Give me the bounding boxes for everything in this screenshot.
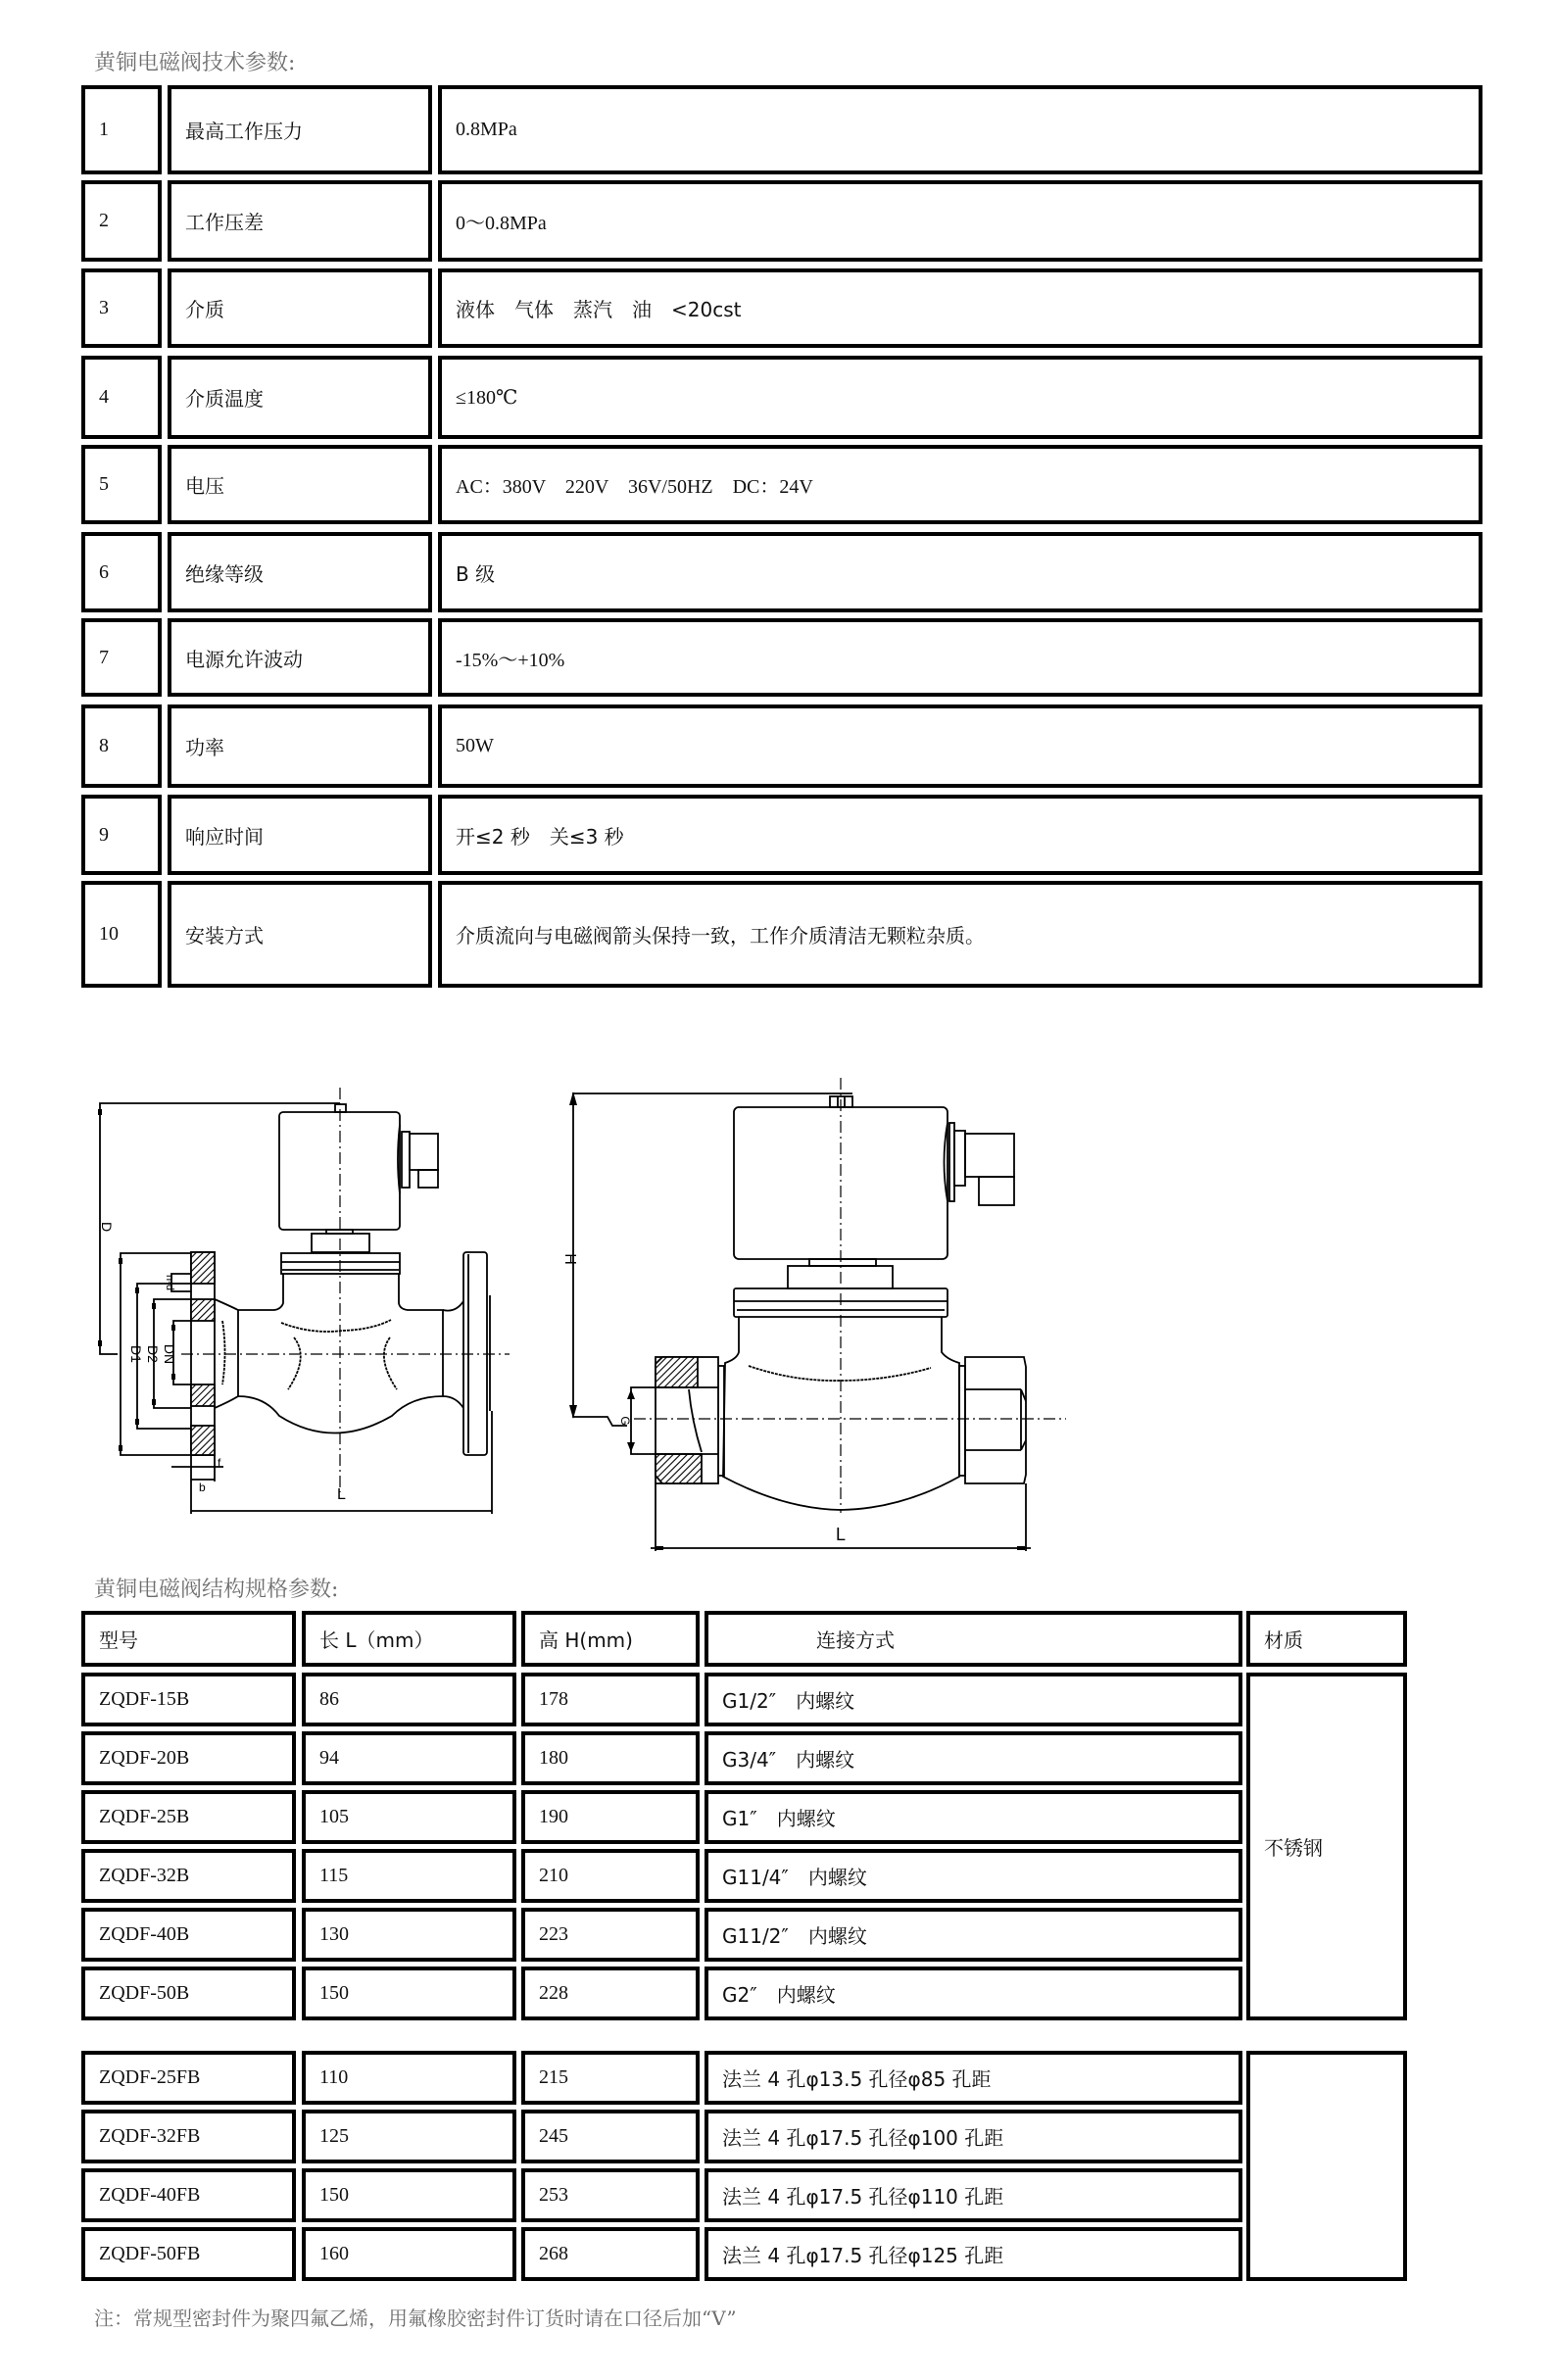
param-value: 0～0.8MPa (438, 180, 1482, 262)
param-name: 工作压差 (168, 180, 432, 262)
param-value: AC：380V 220V 36V/50HZ DC：24V (438, 445, 1482, 524)
flanged-length-cell: 150 (302, 2168, 516, 2222)
threaded-height-cell: 228 (521, 1967, 700, 2020)
footnote: 注：常规型密封件为聚四氟乙烯，用氟橡胶密封件订货时请在口径后加“V” (94, 2307, 737, 2330)
threaded-connection-cell: G2″ 内螺纹 (705, 1967, 1242, 2020)
param-name: 电压 (168, 445, 432, 524)
param-number: 3 (81, 268, 162, 348)
threaded-length-cell: 150 (302, 1967, 516, 2020)
threaded-length-cell: 94 (302, 1731, 516, 1785)
param-name: 响应时间 (168, 795, 432, 875)
param-value: ≤180℃ (438, 356, 1482, 439)
threaded-model-cell: ZQDF-15B (81, 1673, 296, 1726)
threaded-connection-cell: G1″ 内螺纹 (705, 1790, 1242, 1844)
flanged-label-l: L (337, 1486, 346, 1503)
flanged-material-cell (1246, 2051, 1407, 2281)
param-name: 安装方式 (168, 881, 432, 988)
flanged-label-d: D (99, 1221, 115, 1233)
flanged-height-cell: 215 (521, 2051, 700, 2105)
threaded-connection-cell: G3/4″ 内螺纹 (705, 1731, 1242, 1785)
flanged-label-f: f (218, 1456, 221, 1470)
param-value: 介质流向与电磁阀箭头保持一致，工作介质清洁无颗粒杂质。 (438, 881, 1482, 988)
header-connection: 连接方式 (705, 1611, 1242, 1667)
flanged-model-cell: ZQDF-25FB (81, 2051, 296, 2105)
threaded-label-h: H (561, 1253, 578, 1265)
param-number: 8 (81, 704, 162, 788)
flanged-model-cell: ZQDF-40FB (81, 2168, 296, 2222)
flanged-label-d2: D2 (145, 1345, 161, 1363)
flanged-length-cell: 125 (302, 2110, 516, 2163)
threaded-model-cell: ZQDF-32B (81, 1849, 296, 1903)
param-number: 6 (81, 532, 162, 612)
threaded-label-l: L (836, 1525, 847, 1544)
flanged-connection-cell: 法兰 4 孔φ17.5 孔径φ125 孔距 (705, 2227, 1242, 2281)
threaded-height-cell: 180 (521, 1731, 700, 1785)
threaded-connection-cell: G11/4″ 内螺纹 (705, 1849, 1242, 1903)
threaded-dimension-arrows (569, 1092, 1025, 1550)
threaded-height-cell: 190 (521, 1790, 700, 1844)
flanged-connection-cell: 法兰 4 孔φ17.5 孔径φ100 孔距 (705, 2110, 1242, 2163)
param-name: 介质温度 (168, 356, 432, 439)
flanged-connection-cell: 法兰 4 孔φ17.5 孔径φ110 孔距 (705, 2168, 1242, 2222)
param-number: 5 (81, 445, 162, 524)
param-number: 2 (81, 180, 162, 262)
param-name: 功率 (168, 704, 432, 788)
param-name: 介质 (168, 268, 432, 348)
flanged-connection-cell: 法兰 4 孔φ13.5 孔径φ85 孔距 (705, 2051, 1242, 2105)
param-value: -15%～+10% (438, 618, 1482, 697)
threaded-height-cell: 210 (521, 1849, 700, 1903)
flanged-label-dn: DN (162, 1343, 177, 1365)
flanged-model-cell: ZQDF-50FB (81, 2227, 296, 2281)
threaded-length-cell: 105 (302, 1790, 516, 1844)
threaded-connection-cell: G1/2″ 内螺纹 (705, 1673, 1242, 1726)
param-number: 4 (81, 356, 162, 439)
flanged-valve-outline (100, 1088, 510, 1514)
flanged-label-b: b (199, 1481, 206, 1494)
tech-params-title: 黄铜电磁阀技术参数: (94, 51, 296, 75)
flanged-label-nd: n-d (164, 1275, 175, 1290)
header-material: 材质 (1246, 1611, 1407, 1667)
threaded-model-cell: ZQDF-20B (81, 1731, 296, 1785)
flanged-length-cell: 160 (302, 2227, 516, 2281)
flanged-label-d1: D1 (128, 1345, 144, 1363)
param-number: 9 (81, 795, 162, 875)
param-number: 10 (81, 881, 162, 988)
header-length: 长 L（mm） (302, 1611, 516, 1667)
threaded-length-cell: 86 (302, 1673, 516, 1726)
flanged-model-cell: ZQDF-32FB (81, 2110, 296, 2163)
header-model: 型号 (81, 1611, 296, 1667)
threaded-valve-outline (573, 1078, 1066, 1551)
threaded-material-cell: 不锈钢 (1246, 1673, 1407, 2020)
flanged-length-cell: 110 (302, 2051, 516, 2105)
flanged-height-cell: 245 (521, 2110, 700, 2163)
threaded-model-cell: ZQDF-25B (81, 1790, 296, 1844)
param-number: 1 (81, 85, 162, 174)
flanged-height-cell: 268 (521, 2227, 700, 2281)
param-name: 电源允许波动 (168, 618, 432, 697)
param-name: 绝缘等级 (168, 532, 432, 612)
header-height: 高 H(mm) (521, 1611, 700, 1667)
param-name: 最高工作压力 (168, 85, 432, 174)
threaded-model-cell: ZQDF-40B (81, 1908, 296, 1962)
threaded-height-cell: 178 (521, 1673, 700, 1726)
param-value: B 级 (438, 532, 1482, 612)
threaded-length-cell: 115 (302, 1849, 516, 1903)
threaded-length-cell: 130 (302, 1908, 516, 1962)
spec-table-title: 黄铜电磁阀结构规格参数: (94, 1578, 339, 1602)
param-number: 7 (81, 618, 162, 697)
threaded-model-cell: ZQDF-50B (81, 1967, 296, 2020)
param-value: 50W (438, 704, 1482, 788)
param-value: 0.8MPa (438, 85, 1482, 174)
threaded-label-g: G (618, 1416, 632, 1426)
flanged-height-cell: 253 (521, 2168, 700, 2222)
param-value: 开≤2 秒 关≤3 秒 (438, 795, 1482, 875)
threaded-height-cell: 223 (521, 1908, 700, 1962)
param-value: 液体 气体 蒸汽 油 <20cst (438, 268, 1482, 348)
threaded-connection-cell: G11/2″ 内螺纹 (705, 1908, 1242, 1962)
